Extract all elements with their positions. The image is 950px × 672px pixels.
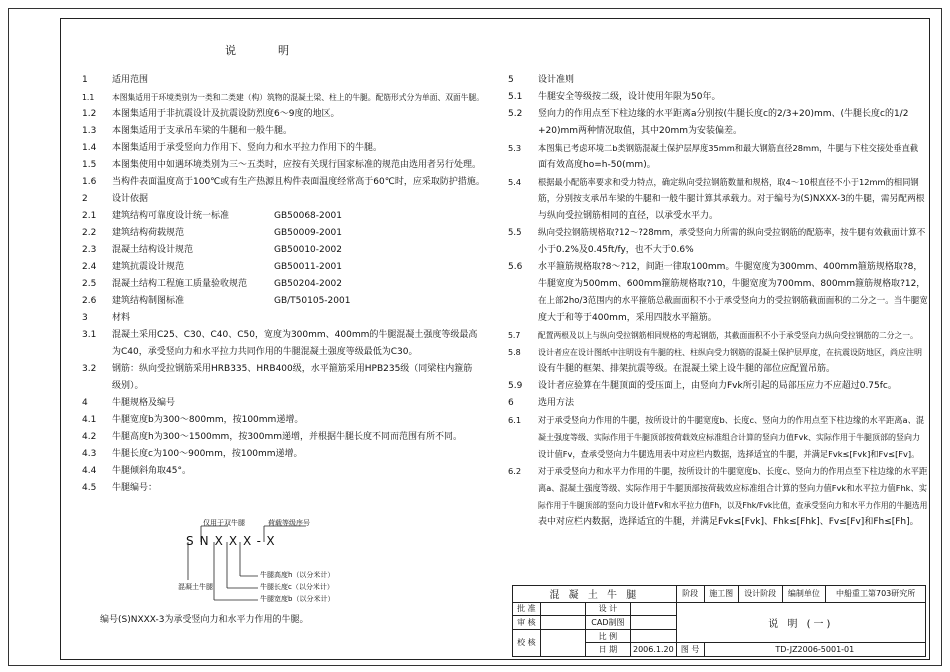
clause-text: 本图集适用于环境类别为一类和二类建（构）筑物的混凝土梁、柱上的牛腿。配筋形式分为单面、双面牛腿。 xyxy=(112,93,485,102)
clause-text: 当构件表面温度高于100℃或有生产热源且构件表面温度经常高于60℃时，应采取防护措施。 xyxy=(112,177,485,187)
clause-number: 1.4 xyxy=(82,143,97,153)
numbering-note: 编号(S)NXXX-3为承受竖向力和水平力作用的牛腿。 xyxy=(100,615,309,625)
clause-number: 4.1 xyxy=(82,415,97,425)
text-line xyxy=(82,259,492,276)
clause-text: 牛腿宽度b为300～800mm，按100mm递增。 xyxy=(112,415,304,425)
text-line xyxy=(508,276,928,293)
clause-text: 选用方法 xyxy=(538,398,575,408)
tb-audit: 审 核 xyxy=(513,616,541,630)
tb-design: 设 计 xyxy=(585,602,630,616)
clause-text: 本图集使用中如遇环境类别为三～五类时，应按有关现行国家标准的规范由选用者另行处理。 xyxy=(112,160,482,170)
text-line xyxy=(508,310,928,327)
clause-number: 1.3 xyxy=(82,126,97,136)
clause-text: 建筑结构可靠度设计统一标准 xyxy=(112,211,230,221)
text-line xyxy=(508,344,928,361)
text-line xyxy=(82,89,492,106)
tb-proof: 校 核 xyxy=(513,629,541,656)
text-line xyxy=(82,293,492,310)
clause-text: 牛腿高度h为300～1500mm，按300mm递增，并根据牛腿长度不同而范围有所不同。 xyxy=(112,432,463,442)
clause-text: 竖向力的作用点至下柱边缘的水平距离a分别按(牛腿长度c的2/3+20)mm、(牛腿长度c的1/2 xyxy=(538,109,909,119)
tb-cad-sign xyxy=(631,616,677,630)
clause-number: 5.5 xyxy=(508,228,522,238)
text-line xyxy=(508,140,928,157)
text-line xyxy=(82,140,492,157)
clause-text: 本图集适用于支承吊车梁的牛腿和一般牛腿。 xyxy=(112,126,293,136)
clause-number: 2.6 xyxy=(82,296,97,306)
clause-text: 建筑结构制图标准 xyxy=(112,296,185,306)
text-line xyxy=(82,242,492,259)
clause-number: 1.1 xyxy=(82,93,95,102)
clause-text: 本图集已考虑环境二b类钢筋混凝土保护层厚度35mm和最大钢筋直径28mm，牛腿与下柱交接处垂直截 xyxy=(538,143,919,153)
clause-text: 度大于和等于400mm，采用四肢水平箍筋。 xyxy=(538,313,717,323)
text-line xyxy=(508,293,928,310)
clause-text: 牛腿宽度为500mm、600mm箍筋规格取?10，牛腿宽度为700mm、800mm箍筋规格取?12， xyxy=(538,279,926,289)
text-line xyxy=(508,395,928,412)
text-line xyxy=(508,259,928,276)
clause-text: 设有牛腿的框架、排架抗震等级。在混凝土梁上设牛腿的部位应配置吊筋。 xyxy=(538,364,836,374)
clause-number: 3.1 xyxy=(82,330,97,340)
tb-approve: 批 准 xyxy=(513,602,541,616)
clause-number: 1 xyxy=(82,75,88,85)
tb-design-stage: 设计阶段 xyxy=(738,586,782,603)
clause-number: 2.4 xyxy=(82,262,97,272)
text-line xyxy=(508,242,928,259)
tb-date: 2006.1.20 xyxy=(631,643,677,657)
text-line xyxy=(82,361,492,378)
text-line xyxy=(508,123,928,140)
clause-number: 1.2 xyxy=(82,109,97,119)
tb-approve-sign xyxy=(540,602,585,616)
clause-number: 5.4 xyxy=(508,177,522,187)
text-line xyxy=(82,123,492,140)
title-block xyxy=(512,585,926,657)
numbering-diagram xyxy=(176,520,376,620)
clause-number: 5.6 xyxy=(508,262,523,272)
title-left: 说 xyxy=(225,44,238,57)
clause-text: 建筑抗震设计规范 xyxy=(112,262,185,272)
clause-number: 4.4 xyxy=(82,466,97,476)
clause-number: 2.1 xyxy=(82,211,97,221)
label-height: 牛腿高度h（以分米计） xyxy=(260,571,335,579)
clause-text: 牛腿编号： xyxy=(112,483,158,493)
clause-text: 本图集适用于承受竖向力作用下、竖向力和水平拉力作用下的牛腿。 xyxy=(112,143,383,153)
clause-number: 3 xyxy=(82,313,88,323)
title-right: 明 xyxy=(278,44,291,57)
text-line xyxy=(82,378,492,395)
text-line xyxy=(508,327,928,344)
clause-number: 4.5 xyxy=(82,483,97,493)
standard-code: GB50009-2001 xyxy=(274,228,342,238)
standard-code: GB50204-2002 xyxy=(274,279,342,289)
clause-number: 2.2 xyxy=(82,228,97,238)
text-line xyxy=(508,480,928,497)
text-line xyxy=(82,276,492,293)
right-text-column xyxy=(508,72,928,531)
tb-audit-sign xyxy=(540,616,585,630)
tb-unit-label: 编制单位 xyxy=(782,586,826,603)
text-line xyxy=(82,463,492,480)
clause-number: 4.3 xyxy=(82,449,97,459)
page-title xyxy=(225,42,291,58)
clause-text: 牛腿规格及编号 xyxy=(112,398,176,408)
clause-number: 5 xyxy=(508,75,514,85)
clause-number: 2.5 xyxy=(82,279,97,289)
clause-text: 际作用于牛腿顶部的竖向力设计值Fv和水平拉力值Fh，以及Fhk/Fvk比值，查承受竖向力和水平力作用的牛腿选用 xyxy=(538,501,928,510)
text-line xyxy=(508,463,928,480)
clause-number: 4 xyxy=(82,398,88,408)
tb-proof-sign xyxy=(540,629,585,656)
text-line xyxy=(508,225,928,242)
label-concrete-bracket: 混凝土牛腿 xyxy=(178,583,213,591)
standard-code: GB/T50105-2001 xyxy=(274,296,351,306)
clause-text: 设计准则 xyxy=(538,75,575,85)
clause-number: 5.9 xyxy=(508,381,523,391)
clause-number: 2.3 xyxy=(82,245,97,255)
text-line xyxy=(508,72,928,89)
text-line xyxy=(508,157,928,174)
text-line xyxy=(82,157,492,174)
standard-code: GB50068-2001 xyxy=(274,211,342,221)
clause-text: 牛腿安全等级按二级，设计使用年限为50年。 xyxy=(538,92,721,102)
text-line xyxy=(82,208,492,225)
text-line xyxy=(82,395,492,412)
tb-scale-value xyxy=(631,629,677,643)
clause-number: 5.7 xyxy=(508,331,521,340)
clause-text: 表中对应栏内数据，选择适宜的牛腿，并满足Fvk≤[Fvk]、Fhk≤[Fhk]、Fv≤[Fv]和Fh≤[Fh]。 xyxy=(538,517,919,527)
tb-stage-value: 施工图 xyxy=(704,586,738,603)
clause-text: 筋，分别按支承吊车梁的牛腿和一般牛腿计算其承载力。对于编号为(S)NXXX-3的牛腿，需另配两根 xyxy=(538,194,925,204)
clause-text: 混凝土结构工程施工质量验收规范 xyxy=(112,279,248,289)
clause-number: 5.8 xyxy=(508,348,521,357)
clause-text: 小于0.2%及0.45ft/fy，也不大于0.6% xyxy=(538,245,694,255)
text-line xyxy=(82,327,492,344)
tb-name: 混 凝 土 牛 腿 xyxy=(513,586,677,603)
text-line xyxy=(508,514,928,531)
clause-number: 1.5 xyxy=(82,160,97,170)
clause-text: 材料 xyxy=(112,313,131,323)
clause-text: 与纵向受拉钢筋相同的直径，以承受水平力。 xyxy=(538,211,719,221)
clause-text: 设计者应在设计图纸中注明设有牛腿的柱、柱纵向受力钢筋的混凝土保护层厚度，在抗震设防地区，尚应注明 xyxy=(538,348,922,357)
clause-text: 钢筋：纵向受拉钢筋采用HRB335、HRB400级，水平箍筋采用HPB235级（同梁柱内箍筋 xyxy=(112,364,473,374)
label-load-number: 荷载等级序号 xyxy=(268,519,310,527)
clause-number: 6.2 xyxy=(508,466,522,476)
clause-text: 在上部2ho/3范围内的水平箍筋总截面面积不小于承受竖向力的受拉钢筋截面面积的二分之一。当牛腿宽 xyxy=(538,296,928,306)
text-line xyxy=(508,446,928,463)
clause-text: 配置两根及以上与纵向受拉钢筋相同规格的弯起钢筋，其截面面积不小于承受竖向力纵向受拉钢筋的二分之一。 xyxy=(538,331,918,340)
clause-text: 设计者应验算在牛腿顶面的受压面上，由竖向力Fvk所引起的局部压应力不应超过0.75fc。 xyxy=(538,381,897,391)
text-line xyxy=(82,106,492,123)
clause-text: 纵向受拉钢筋规格取?12～?28mm，承受竖向力所需的纵向受拉钢筋的配筋率，按牛腿有效截面计算不 xyxy=(538,228,926,238)
text-line xyxy=(508,208,928,225)
text-line xyxy=(508,89,928,106)
clause-number: 5.2 xyxy=(508,109,523,119)
text-line xyxy=(82,191,492,208)
clause-text: 离a、混凝土强度等级、实际作用于牛腿顶部按荷载效应标准组合计算的竖向力值Fvk和水平拉力值Fhk、实 xyxy=(538,483,927,493)
tb-scale: 比 例 xyxy=(585,629,630,643)
text-line xyxy=(82,344,492,361)
text-line xyxy=(508,361,928,378)
clause-text: 根据最小配筋率要求和受力特点，确定纵向受拉钢筋数量和规格，取4～10根直径不小于12mm的相同钢 xyxy=(538,177,919,187)
tb-figno-label: 图 号 xyxy=(676,643,704,657)
clause-text: 混凝土采用C25、C30、C40、C50，宽度为300mm、400mm的牛腿混凝土强度等级最高 xyxy=(112,330,478,340)
clause-text: 设计依据 xyxy=(112,194,149,204)
tb-cad: CAD制图 xyxy=(585,616,630,630)
clause-text: 为C40，承受竖向力和水平拉力共同作用的牛腿混凝土强度等级最低为C30。 xyxy=(112,347,418,357)
clause-text: 对于承受竖向力和水平力作用的牛腿，按所设计的牛腿宽度b、长度c、竖向力的作用点至下柱边缘的水平距 xyxy=(538,466,928,476)
clause-number: 5.3 xyxy=(508,143,522,153)
clause-text: 牛腿长度c为100～900mm，按100mm递增。 xyxy=(112,449,303,459)
text-line xyxy=(82,412,492,429)
label-length: 牛腿长度c（以分米计） xyxy=(260,583,334,591)
text-line xyxy=(82,480,492,497)
clause-text: 面有效高度ho=h-50(mm)。 xyxy=(538,160,656,170)
clause-text: 凝土强度等级、实际作用于牛腿顶部按荷载效应标准组合计算的竖向力值Fvk、实际作用于牛腿顶部的竖向力 xyxy=(538,433,920,442)
label-width: 牛腿宽度b（以分米计） xyxy=(260,595,335,603)
clause-text: 建筑结构荷载规范 xyxy=(112,228,185,238)
tb-design-sign xyxy=(631,602,677,616)
number-code: SNXXX-X xyxy=(186,534,281,548)
text-line xyxy=(82,310,492,327)
tb-figno: TD-JZ2006-5001-01 xyxy=(704,643,925,657)
standard-code: GB50010-2002 xyxy=(274,245,342,255)
tb-unit: 中船重工第703研究所 xyxy=(826,586,926,603)
clause-number: 1.6 xyxy=(82,177,97,187)
tb-stage-label: 阶段 xyxy=(676,586,704,603)
label-double-bracket: 仅用于双牛腿 xyxy=(203,519,245,527)
tb-drawing-title: 说 明 (一) xyxy=(676,602,925,643)
clause-text: 水平箍筋规格取?8～?12，间距一律取100mm。牛腿宽度为300mm、400mm箍筋规格取?8， xyxy=(538,262,923,272)
tb-date-label: 日 期 xyxy=(585,643,630,657)
text-line xyxy=(508,378,928,395)
clause-text: 设计值Fv，查承受竖向力牛腿选用表中对应栏内数据，选择适宜的牛腿，并满足Fvk≤[Fvk]和Fv≤[Fv]。 xyxy=(538,449,920,459)
text-line xyxy=(508,174,928,191)
clause-text: 混凝土结构设计规范 xyxy=(112,245,194,255)
text-line xyxy=(82,225,492,242)
text-line xyxy=(82,446,492,463)
text-line xyxy=(508,191,928,208)
clause-text: 牛腿倾斜角取45°。 xyxy=(112,466,191,476)
clause-text: 本图集适用于非抗震设计及抗震设防烈度6～9度的地区。 xyxy=(112,109,340,119)
clause-number: 5.1 xyxy=(508,92,523,102)
clause-text: +20)mm两种情况取值，其中20mm为安装偏差。 xyxy=(538,126,743,136)
text-line xyxy=(508,429,928,446)
clause-number: 6 xyxy=(508,398,514,408)
clause-number: 6.1 xyxy=(508,415,522,425)
text-line xyxy=(508,497,928,514)
clause-text: 适用范围 xyxy=(112,75,149,85)
clause-number: 3.2 xyxy=(82,364,97,374)
clause-number: 4.2 xyxy=(82,432,97,442)
text-line xyxy=(508,412,928,429)
clause-number: 2 xyxy=(82,194,88,204)
clause-text: 级别）。 xyxy=(112,381,144,391)
text-line xyxy=(82,174,492,191)
text-line xyxy=(82,429,492,446)
text-line xyxy=(82,72,492,89)
left-text-column xyxy=(82,72,492,497)
clause-text: 对于承受竖向力作用的牛腿，按所设计的牛腿宽度b、长度c、竖向力的作用点至下柱边缘的水平距离a、混 xyxy=(538,415,925,425)
standard-code: GB50011-2001 xyxy=(274,262,342,272)
text-line xyxy=(508,106,928,123)
